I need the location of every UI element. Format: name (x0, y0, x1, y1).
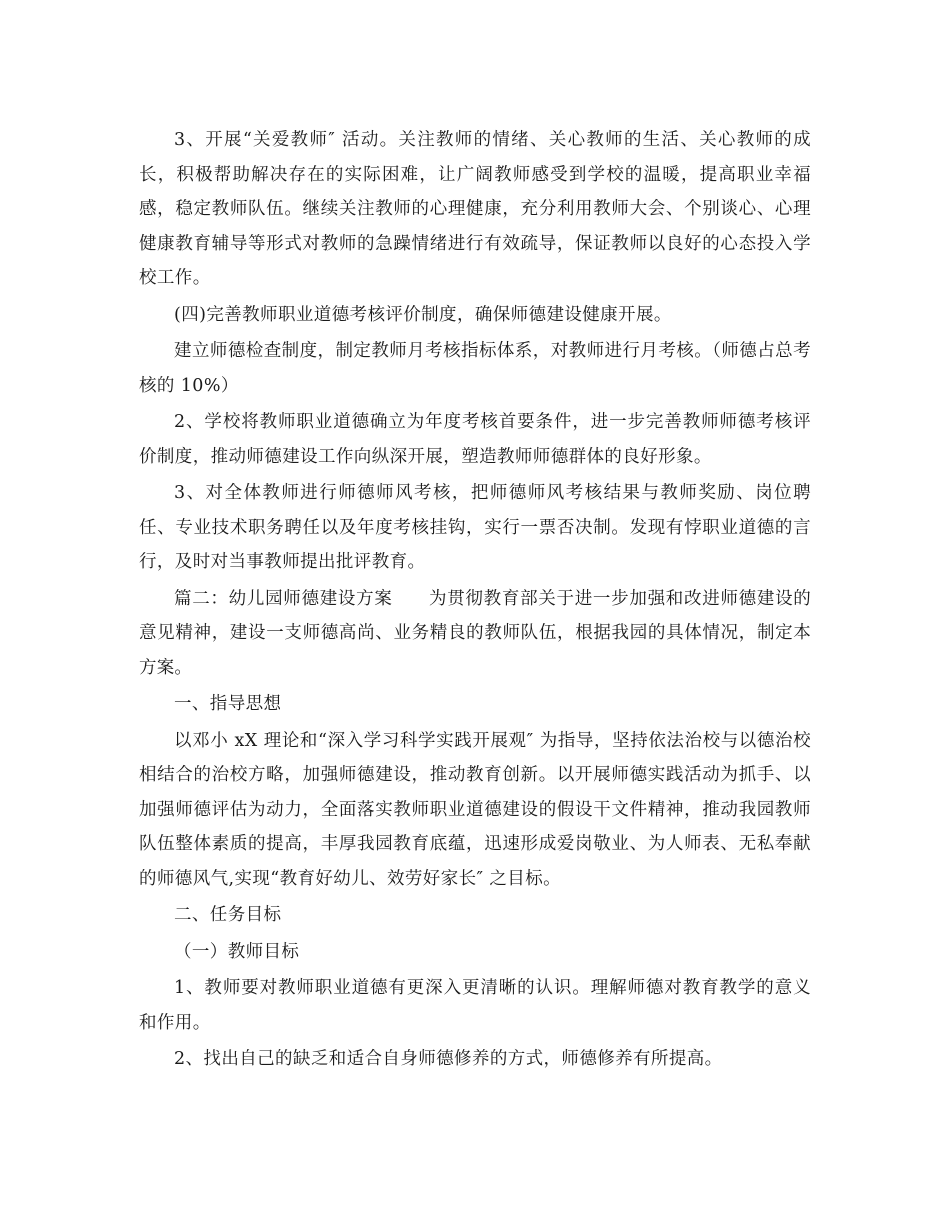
paragraph-part-two-intro: 篇二：幼儿园师德建设方案 为贯彻教育部关于进一步加强和改进师德建设的意见精神，建设一支师德高尚、业务精良的教师队伍，根据我园的具体情况，制定本方案。 (139, 588, 811, 678)
paragraph-goal-one: 1、教师要对教师职业道德有更深入更清晰的认识。理解师德对教育教学的意义和作用。 (139, 978, 811, 1033)
paragraph-section-four-heading: (四)完善教师职业道德考核评价制度，确保师德建设健康开展。 (174, 304, 672, 325)
heading-task-goals: 二、任务目标 (174, 905, 282, 925)
paragraph-monthly-assessment: 建立师德检查制度，制定教师月考核指标体系，对教师进行月考核。（师德占总考核的 10%） (139, 341, 811, 396)
heading-guiding-ideology: 一、指导思想 (174, 694, 282, 714)
document-body (139, 123, 811, 1079)
heading-teacher-goals: （一）教师目标 (174, 941, 300, 962)
paragraph-guiding-ideology: 以邓小 xX 理论和“深入学习科学实践开展观″ 为指导，坚持依法治校与以德治校相结合的治校方略，加强师德建设，推动教育创新。以开展师德实践活动为抓手、以加强师德评估为动力，全面落实教师职业道德建设的假设干文件精神，推动我园教师队伍整体素质的提高，丰厚我园教育底蕴，迅速形成爱岗敬业、为人师表、无私奉献的师德风气,实现“教育好幼儿、效劳好家长″ 之目标。 (139, 730, 811, 889)
paragraph-annual-assessment: 2、学校将教师职业道德确立为年度考核首要条件，进一步完善教师师德考核评价制度，推动师德建设工作向纵深开展，塑造教师师德群体的良好形象。 (139, 412, 811, 467)
paragraph-care-for-teachers: 3、开展“关爱教师″ 活动。关注教师的情绪、关心教师的生活、关心教师的成长，积极帮助解决存在的实际困难，让广阔教师感受到学校的温暖，提高职业幸福感，稳定教师队伍。继续关注教师的心理健康，充分利用教师大会、个别谈心、心理健康教育辅导等形式对教师的急躁情绪进行有效疏导，保证教师以良好的心态投入学校工作。 (139, 130, 811, 288)
paragraph-ethics-review: 3、对全体教师进行师德师风考核，把师德师风考核结果与教师奖励、岗位聘任、专业技术职务聘任以及年度考核挂钩，实行一票否决制。发现有悖职业道德的言行，及时对当事教师提出批评教育。 (139, 483, 811, 572)
paragraph-goal-two: 2、找出自己的缺乏和适合自身师德修养的方式，师德修养有所提高。 (174, 1049, 723, 1069)
